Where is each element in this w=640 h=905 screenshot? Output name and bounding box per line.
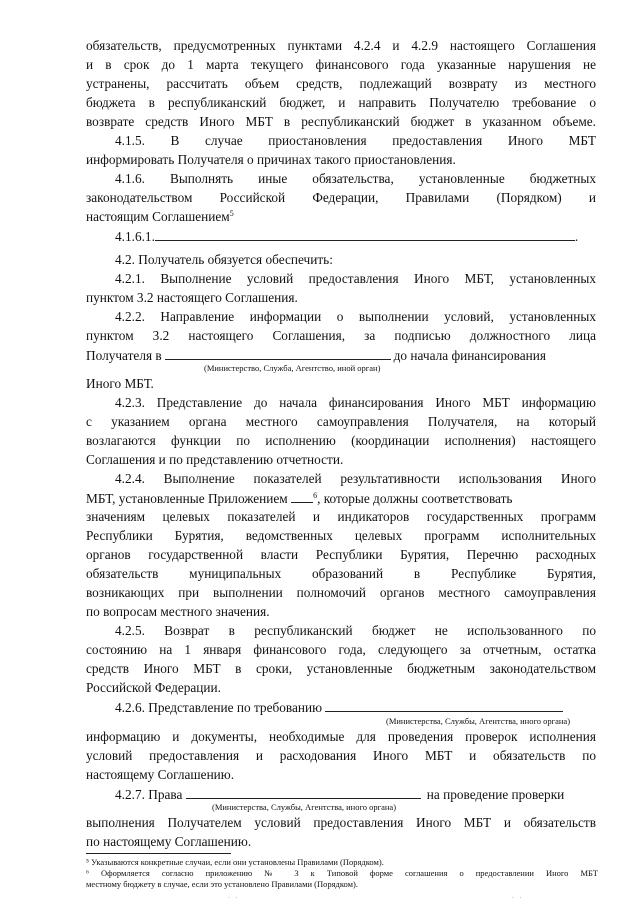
clause-4-2-2: 4.2.2. Направление информации о выполнении условий, установленных — [115, 309, 596, 324]
clause-4-2-4: 4.2.4. Выполнение показателей результативности использования Иного — [115, 471, 596, 486]
clause-4-2-heading: 4.2. Получатель обязуется обеспечить: — [115, 252, 333, 267]
blank-line — [165, 346, 391, 360]
scan-mark: . . — [228, 892, 240, 900]
text-line: пунктом 3.2 настоящего Соглашения, за подписью должностного лица — [86, 328, 596, 343]
clause-4-1-6: 4.1.6. Выполнять иные обязательства, установленные бюджетных — [115, 171, 596, 186]
clause-4-2-7: 4.2.7. Права на проведение проверки — [115, 787, 565, 802]
text-line: пунктом 3.2 настоящего Соглашения. — [86, 290, 298, 305]
field-caption: (Министерства, Службы, Агентства, иного органа) — [212, 802, 397, 812]
text-line: по настоящему Соглашению. — [86, 834, 252, 849]
clause-4-2-3: 4.2.3. Представление до начала финансирования Иного МБТ информацию — [115, 395, 596, 410]
field-caption: (Министерства, Службы, Агентства, иного органа) — [386, 716, 571, 726]
footnote-5: ⁵ Указываются конкретные случаи, если они установлены Правилами (Порядком). — [86, 857, 384, 867]
text-line: законодательством Российской Федерации, Правилами (Порядком) и — [86, 190, 596, 205]
footnote-ref-5: 5 — [229, 209, 234, 218]
footnote-ref-6: 6 — [313, 491, 318, 500]
blank-line — [155, 227, 575, 241]
text-line: возврате средств Иного МБТ в республиканский бюджет в указанном объеме. — [86, 114, 596, 129]
text-line: МБТ, установленные Приложением $^6$, которые должны соответствовать — [86, 491, 513, 506]
scan-mark: . . — [512, 892, 524, 900]
text-line: с указанием органа местного самоуправления Получателя, на который — [86, 414, 596, 429]
blank-line — [325, 698, 563, 712]
text-line: состоянию на 1 января финансового года, следующего за отчетным, остатка — [86, 642, 596, 657]
text-line: Республики Бурятия, ведомственных целевых программ исполнительных — [86, 528, 596, 543]
footnote-separator — [86, 853, 231, 854]
text-line: обязательств, предусмотренных пунктами 4.2.4 и 4.2.9 настоящего Соглашения — [86, 38, 596, 53]
blank-line — [186, 785, 421, 799]
text-line: и в срок до 1 марта текущего финансового года указанные нарушения не — [86, 57, 596, 72]
clause-4-2-1: 4.2.1. Выполнение условий предоставления Иного МБТ, установленных — [115, 271, 596, 286]
blank-line — [291, 489, 313, 503]
text-line: информацию и документы, необходимые для проведения проверок исполнения — [86, 729, 596, 744]
clause-4-2-6: 4.2.6. Представление по требованию — [115, 698, 596, 717]
text-line: по вопросам местного значения. — [86, 604, 270, 619]
text-line: Соглашения и по представлению отчетности. — [86, 452, 344, 467]
text-line: настоящим Соглашением$^5$ — [86, 209, 234, 224]
text-line: настоящему Соглашению. — [86, 767, 235, 782]
clause-4-1-6-1: 4.1.6.1. . — [115, 229, 579, 244]
text-line: Российской Федерации. — [86, 680, 221, 695]
text-line: условий предоставления и расходования Иного МБТ и обязательств по — [86, 748, 596, 763]
text-line: выполнения Получателем условий предоставления Иного МБТ и обязательств — [86, 815, 596, 830]
text-line: возлагаются функции по исполнению (координации исполнения) настоящего — [86, 433, 596, 448]
text-line: средств Иного МБТ в сроки, установленные бюджетным законодательством — [86, 661, 596, 676]
clause-4-1-5: 4.1.5. В случае приостановления предоставления Иного МБТ — [115, 133, 596, 148]
text-line: Иного МБТ. — [86, 376, 154, 391]
footnote-6: ⁶ Оформляется согласно приложению № 3 к Типовой форме соглашения о предоставлении Иного МБТ местному бюджету в случае, если это установлено Правилами (Порядком). — [86, 868, 598, 889]
text-line: значениям целевых показателей и индикаторов государственных программ — [86, 509, 596, 524]
text-line: Получателя в до начала финансирования — [86, 348, 546, 363]
text-line: органов государственной власти Республики Бурятия, Перечню расходных — [86, 547, 596, 562]
field-caption: (Министерство, Служба, Агентство, иной орган) — [204, 363, 381, 373]
text-line: устранены, рассчитать объем средств, подлежащий возврату из местного — [86, 76, 596, 91]
clause-4-2-5: 4.2.5. Возврат в республиканский бюджет не использованного по — [115, 623, 596, 638]
text-line: информировать Получателя о причинах такого приостановления. — [86, 152, 456, 167]
text-line: возникающих при выполнении полномочий органов местного самоуправления — [86, 585, 596, 600]
text-line: обязательств муниципальных образований в Республике Бурятия, — [86, 566, 596, 581]
text-line: бюджета в республиканский бюджет, и направить Получателю требование о — [86, 95, 596, 110]
